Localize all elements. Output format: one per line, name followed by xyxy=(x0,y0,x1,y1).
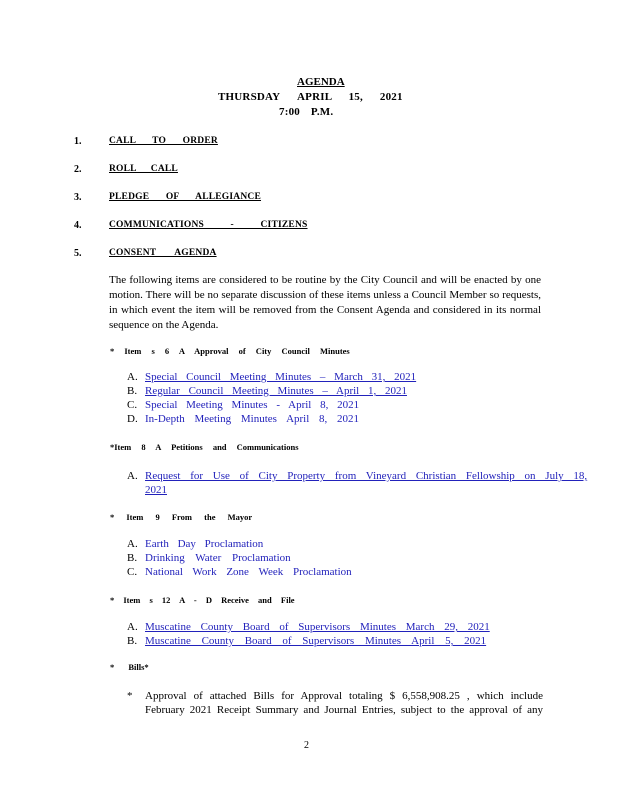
bills-text-line-2: February 2021 Receipt Summary and Journal Entries, subject to the approval of any xyxy=(145,704,543,716)
bills-text-line-1: Approval of attached Bills for Approval totaling $ 6,558,908.25 , which include xyxy=(145,690,543,702)
group-heading-receive-file: * Item s 12 A - D Receive and File xyxy=(110,595,295,605)
section-roll-call: ROLL CALL xyxy=(109,164,178,174)
group-heading-minutes: * Item s 6 A Approval of City Council Minutes xyxy=(110,346,350,356)
agenda-title: AGENDA xyxy=(297,76,345,88)
petition-link-property-use[interactable]: Request for Use of City Property from Vineyard Christian Fellowship on July 18, xyxy=(145,470,588,482)
section-communications: COMMUNICATIONS - CITIZENS xyxy=(109,220,308,230)
item-letter: A. xyxy=(127,371,138,383)
item-letter: B. xyxy=(127,385,138,397)
bills-bullet: * xyxy=(127,690,133,702)
section-number: 5. xyxy=(74,248,82,259)
agenda-day: THURSDAY xyxy=(218,91,281,103)
consent-intro-paragraph: The following items are considered to be routine by the City Council and will be enacted by one motion. There will be no separate discussion of these items unless a Council Member so requests, in which event the item will be removed from the Consent Agenda and considered in its normal sequence on the Agenda. xyxy=(109,274,541,331)
section-number: 1. xyxy=(74,136,82,147)
item-letter: A. xyxy=(127,470,138,482)
item-letter: C. xyxy=(127,566,138,578)
agenda-date: APRIL 15, 2021 xyxy=(297,91,403,103)
minutes-link-special-council[interactable]: Special Council Meeting Minutes – March 31, 2021 xyxy=(145,371,417,383)
supervisors-link-march[interactable]: Muscatine County Board of Supervisors Minutes March 29, 2021 xyxy=(145,621,490,633)
section-consent-agenda: CONSENT AGENDA xyxy=(109,248,217,258)
item-letter: B. xyxy=(127,552,138,564)
minutes-special-meeting: Special Meeting Minutes - April 8, 2021 xyxy=(145,399,360,411)
petition-link-property-use-cont[interactable]: 2021 xyxy=(145,484,167,496)
item-letter: A. xyxy=(127,621,138,633)
group-heading-mayor: * Item 9 From the Mayor xyxy=(110,512,253,522)
mayor-drinking-water: Drinking Water Proclamation xyxy=(145,552,291,564)
section-number: 3. xyxy=(74,192,82,203)
section-pledge: PLEDGE OF ALLEGIANCE xyxy=(109,192,262,202)
item-letter: B. xyxy=(127,635,138,647)
section-number: 2. xyxy=(74,164,82,175)
item-letter: A. xyxy=(127,538,138,550)
item-letter: C. xyxy=(127,399,138,411)
item-letter: D. xyxy=(127,413,138,425)
section-call-to-order: CALL TO ORDER xyxy=(109,136,218,146)
page-number: 2 xyxy=(304,740,309,751)
supervisors-link-april[interactable]: Muscatine County Board of Supervisors Minutes April 5, 2021 xyxy=(145,635,487,647)
minutes-link-regular-council[interactable]: Regular Council Meeting Minutes – April 1, 2021 xyxy=(145,385,407,397)
section-number: 4. xyxy=(74,220,82,231)
mayor-work-zone: National Work Zone Week Proclamation xyxy=(145,566,352,578)
mayor-earth-day: Earth Day Proclamation xyxy=(145,538,264,550)
bills-heading: * Bills* xyxy=(110,662,149,672)
minutes-in-depth-meeting: In-Depth Meeting Minutes April 8, 2021 xyxy=(145,413,360,425)
group-heading-petitions: *Item 8 A Petitions and Communications xyxy=(110,442,299,452)
agenda-time: 7:00 P.M. xyxy=(279,106,334,118)
